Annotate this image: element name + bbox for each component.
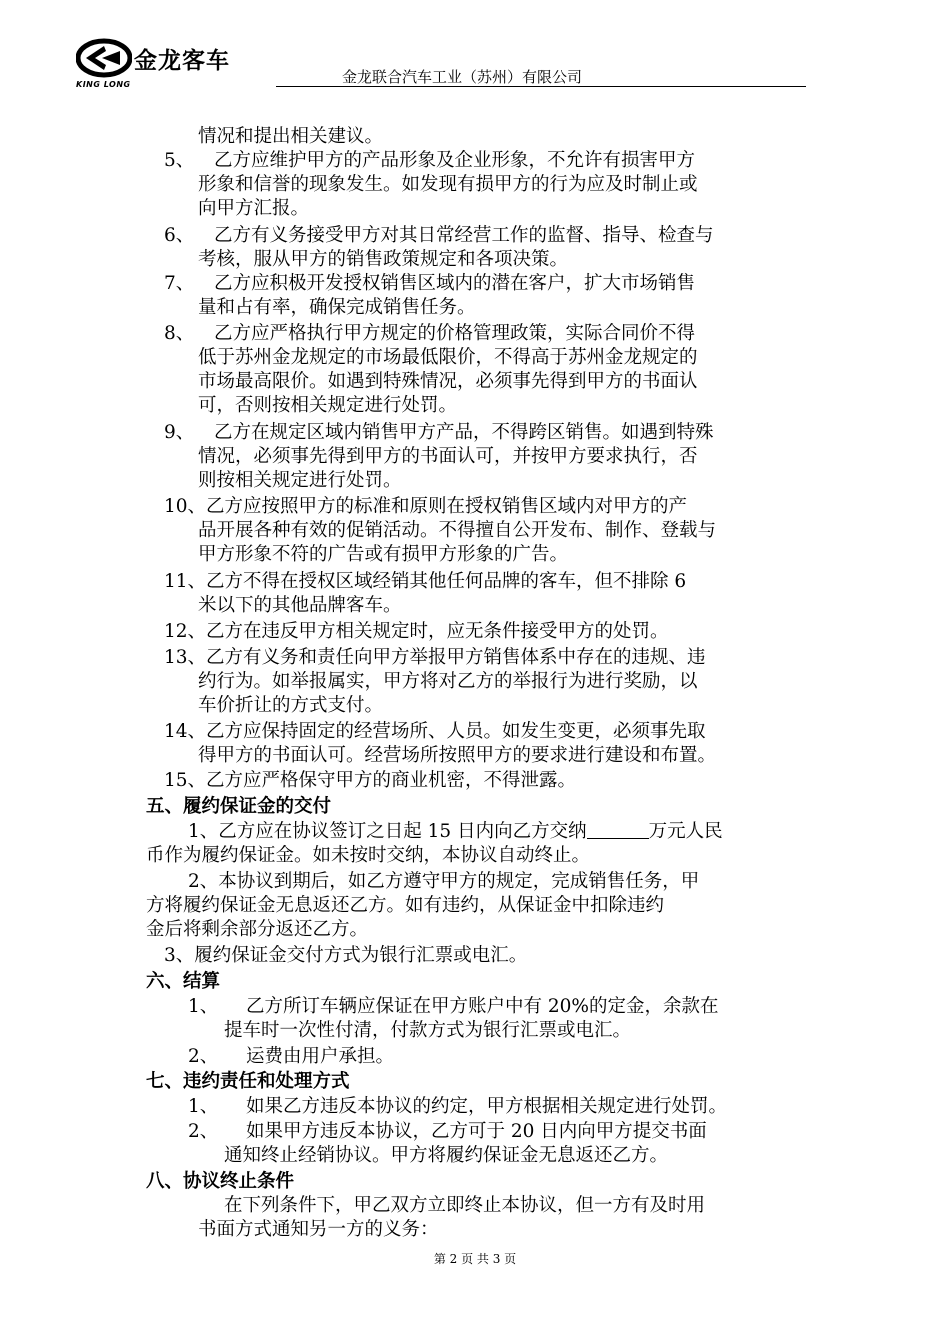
text-line: 车价折让的方式支付。 (198, 695, 384, 716)
section-heading: 八、协议终止条件 (146, 1171, 295, 1192)
text-line: 品开展各种有效的促销活动。不得擅自公开发布、制作、登载与 (198, 520, 717, 541)
text-line: 金后将剩余部分返还乙方。 (146, 919, 369, 940)
text-line: 在下列条件下，甲乙双方立即终止本协议，但一方有及时用 (224, 1195, 706, 1216)
clause-number: 5、 (164, 150, 195, 171)
text-line: 形象和信誉的现象发生。如发现有损甲方的行为应及时制止或 (198, 174, 698, 195)
text-line: 低于苏州金龙规定的市场最低限价，不得高于苏州金龙规定的 (198, 347, 698, 368)
header-divider (276, 86, 806, 87)
section-heading: 六、结算 (146, 971, 221, 992)
clause-number: 2、 (188, 1121, 219, 1142)
text-line: 乙方有义务接受甲方对其日常经营工作的监督、指导、检查与 (214, 225, 714, 246)
clause-number: 1、 (188, 1096, 219, 1117)
text-line: 情况和提出相关建议。 (198, 126, 384, 147)
text-line: 3、履约保证金交付方式为银行汇票或电汇。 (164, 945, 528, 966)
text-line: 考核，服从甲方的销售政策规定和各项决策。 (198, 249, 569, 270)
text-line: 乙方应严格执行甲方规定的价格管理政策，实际合同价不得 (214, 323, 696, 344)
text-line: 情况，必须事先得到甲方的书面认可，并按甲方要求执行，否 (198, 446, 698, 467)
text-line: 乙方在规定区域内销售甲方产品，不得跨区销售。如遇到特殊 (214, 422, 714, 443)
text-line: 11、乙方不得在授权区域经销其他任何品牌的客车，但不排除 6 (164, 571, 687, 592)
text-line: 如果乙方违反本协议的约定，甲方根据相关规定进行处罚。 (246, 1096, 728, 1117)
text-line: 则按相关规定进行处罚。 (198, 470, 402, 491)
text-line: 书面方式通知另一方的义务： (198, 1219, 439, 1240)
clause-number: 9、 (164, 422, 195, 443)
text-line: 乙方应维护甲方的产品形象及企业形象，不允许有损害甲方 (214, 150, 696, 171)
section-heading: 七、违约责任和处理方式 (146, 1071, 350, 1092)
text-line: 乙方所订车辆应保证在甲方账户中有 20%的定金，余款在 (246, 996, 719, 1017)
text-line: 14、乙方应保持固定的经营场所、人员。如发生变更，必须事先取 (164, 721, 706, 742)
text-fragment: 万元人民 (648, 821, 723, 842)
text-line: 2、本协议到期后，如乙方遵守甲方的规定，完成销售任务，甲 (188, 871, 700, 892)
clause-number: 6、 (164, 225, 195, 246)
page-footer: 第 2 页 共 3 页 (433, 1252, 517, 1266)
text-line: 约行为。如举报属实，甲方将对乙方的举报行为进行奖励，以 (198, 671, 698, 692)
company-name: 金龙联合汽车工业（苏州）有限公司 (342, 68, 583, 86)
text-line: 15、乙方应严格保守甲方的商业机密，不得泄露。 (164, 770, 577, 791)
text-line: 提车时一次性付清，付款方式为银行汇票或电汇。 (224, 1020, 632, 1041)
text-fragment: 1、乙方应在协议签订之日起 15 日内向乙方交纳 (188, 821, 587, 842)
text-line (188, 820, 723, 844)
clause-number: 2、 (188, 1046, 219, 1067)
amount-blank (587, 820, 649, 839)
text-line: 市场最高限价。如遇到特殊情况，必须事先得到甲方的书面认 (198, 371, 698, 392)
clause-number: 8、 (164, 323, 195, 344)
text-line: 米以下的其他品牌客车。 (198, 595, 402, 616)
logo-text: 金龙客车 (134, 48, 230, 74)
text-line: 量和占有率，确保完成销售任务。 (198, 297, 476, 318)
text-line: 方将履约保证金无息返还乙方。如有违约，从保证金中扣除违约 (146, 895, 665, 916)
company-logo (76, 38, 266, 90)
text-line: 向甲方汇报。 (198, 198, 310, 219)
clause-number: 1、 (188, 996, 219, 1017)
clause-number: 7、 (164, 273, 195, 294)
text-line: 运费由用户承担。 (246, 1046, 395, 1067)
text-line: 乙方应积极开发授权销售区域内的潜在客户，扩大市场销售 (214, 273, 696, 294)
text-line: 得甲方的书面认可。经营场所按照甲方的要求进行建设和布置。 (198, 745, 717, 766)
text-line: 如果甲方违反本协议，乙方可于 20 日内向甲方提交书面 (246, 1121, 707, 1142)
section-heading: 五、履约保证金的交付 (146, 796, 332, 817)
text-line: 12、乙方在违反甲方相关规定时，应无条件接受甲方的处罚。 (164, 621, 669, 642)
text-line: 可，否则按相关规定进行处罚。 (198, 395, 458, 416)
text-line: 甲方形象不符的广告或有损甲方形象的广告。 (198, 544, 569, 565)
king-long-logo-icon (76, 38, 132, 78)
text-line: 13、乙方有义务和责任向甲方举报甲方销售体系中存在的违规、违 (164, 647, 706, 668)
text-line: 通知终止经销协议。甲方将履约保证金无息返还乙方。 (224, 1145, 669, 1166)
logo-subtext: KING LONG (76, 80, 131, 89)
text-line: 币作为履约保证金。如未按时交纳，本协议自动终止。 (146, 845, 591, 866)
text-line: 10、乙方应按照甲方的标准和原则在授权销售区域内对甲方的产 (164, 496, 688, 517)
